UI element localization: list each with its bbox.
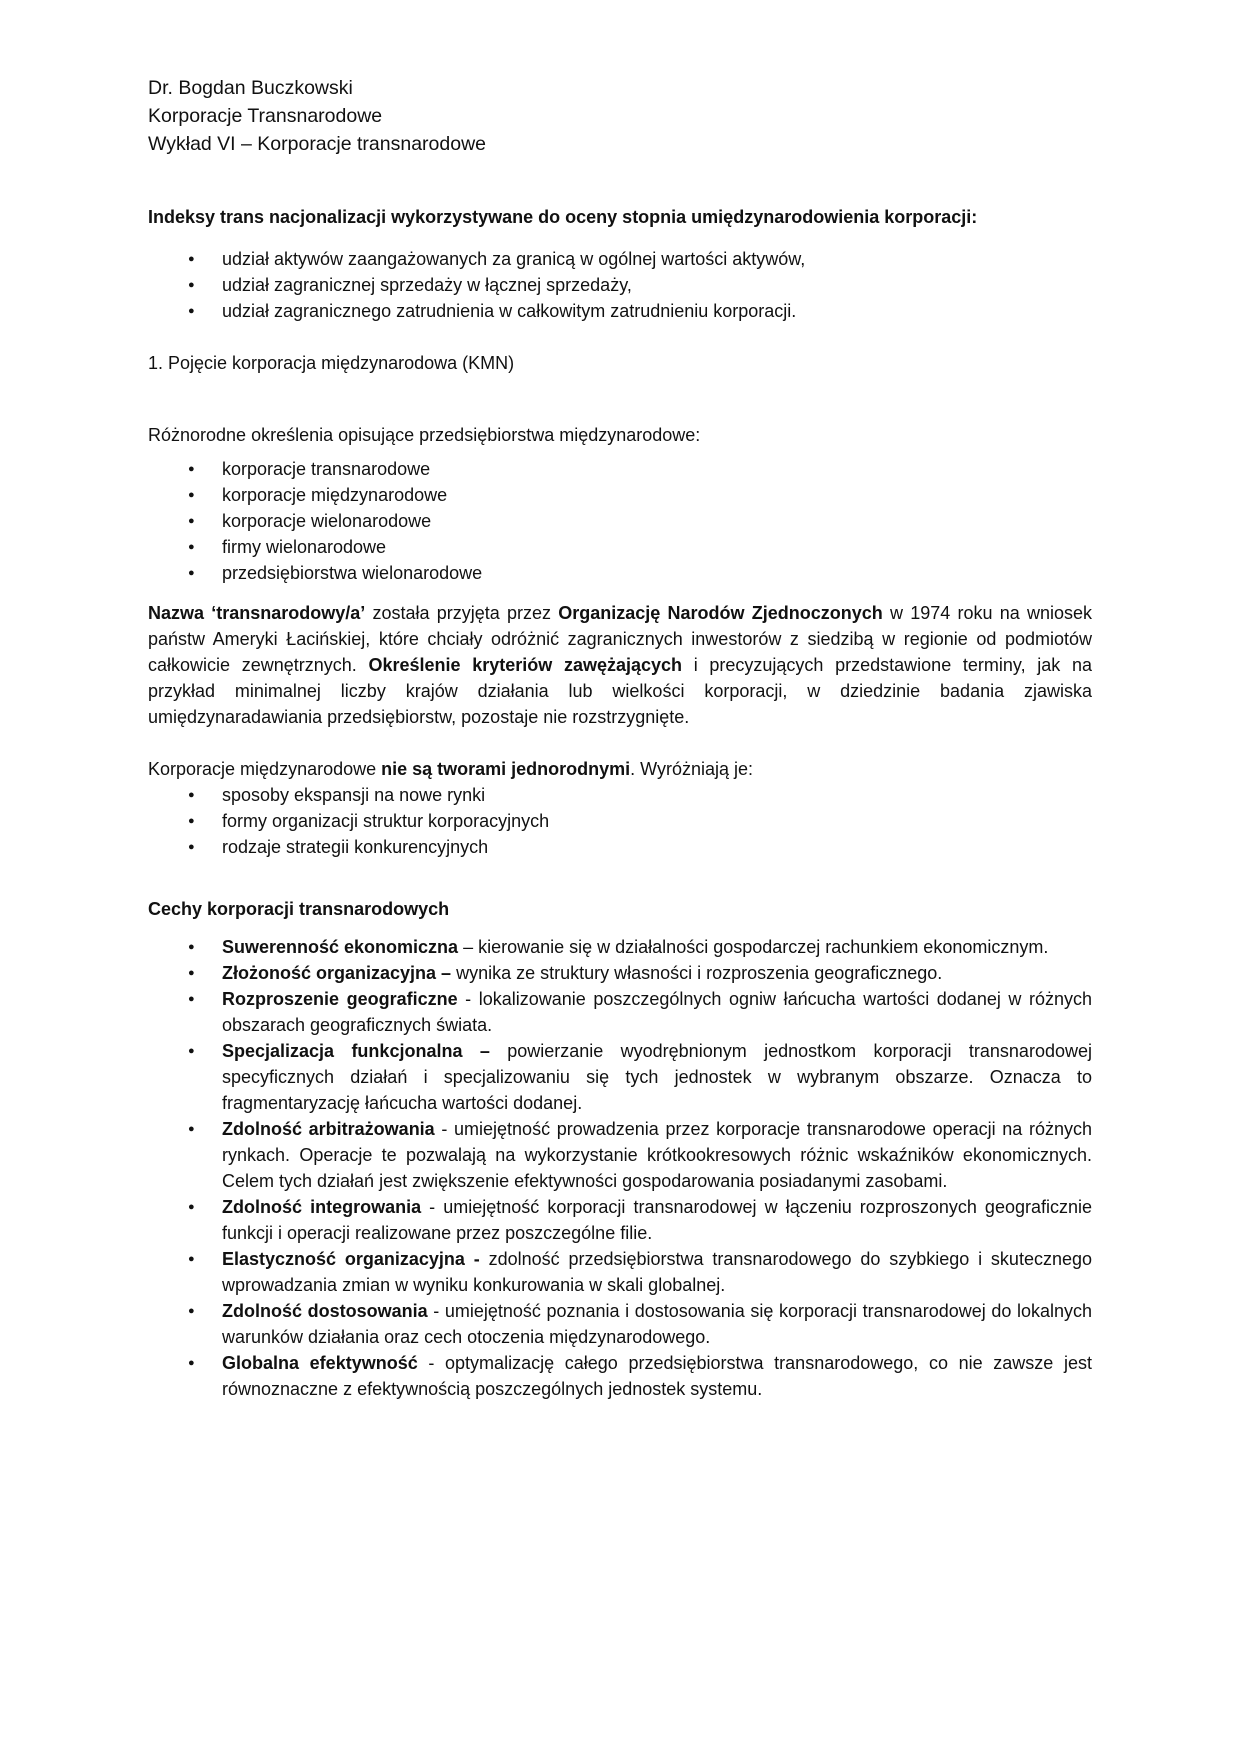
list-item (148, 1246, 1092, 1298)
heterogeneity-paragraph (148, 756, 1092, 782)
list-item: ● formy organizacji struktur korporacyjnych (148, 808, 1092, 834)
list-item: ● korporacje wielonarodowe (148, 508, 1092, 534)
indices-heading: Indeksy trans nacjonalizacji wykorzystywane do oceny stopnia umiędzynarodowienia korporacji: (148, 207, 978, 227)
feature-desc: - umiejętność prowadzenia przez korporacje transnarodowe operacji na różnych rynkach. Operacje te pozwalają na wykorzystanie krótkookresowych różnic wskaźników ekonomicznych. Celem tych działań jest zwiększenie efektywności gospodarowania posiadanymi zasobami. (222, 1119, 1092, 1191)
author-line: Dr. Bogdan Buczkowski (148, 77, 353, 99)
naming-bold-1: Nazwa (148, 603, 205, 623)
lecture-line: Wykład VI – Korporacje transnarodowe (148, 133, 486, 155)
feature-term: Elastyczność organizacyjna - (222, 1249, 480, 1269)
list-item: ● udział aktywów zaangażowanych za granicą w ogólnej wartości aktywów, (148, 246, 1092, 272)
list-item: ● rodzaje strategii konkurencyjnych (148, 834, 1092, 860)
naming-bold-criteria: Określenie kryteriów zawężających (368, 655, 683, 675)
heterogeneity-list (148, 782, 1092, 860)
features-heading: Cechy korporacji transnarodowych (148, 899, 450, 919)
list-item: ● firmy wielonarodowe (148, 534, 1092, 560)
heterogeneity-bold: nie są tworami jednorodnymi (381, 759, 631, 779)
feature-term: Zdolność arbitrażowania (222, 1119, 435, 1139)
heterogeneity-text-1: Korporacje międzynarodowe (148, 759, 382, 779)
feature-term: Specjalizacja funkcjonalna – (222, 1041, 490, 1061)
terms-list (148, 456, 1092, 586)
feature-desc: wynika ze struktury własności i rozproszenia geograficznego. (451, 963, 943, 983)
list-item (148, 1194, 1092, 1246)
list-item: ● przedsiębiorstwa wielonarodowe (148, 560, 1092, 586)
indices-list (148, 246, 1092, 324)
terms-intro: Różnorodne określenia opisujące przedsiębiorstwa międzynarodowe: (148, 425, 701, 445)
naming-paragraph (148, 600, 1092, 730)
naming-text-2: w 1974 roku na wniosek państw Ameryki Łacińskiej, które chciały odróżnić zagranicznych inwestorów z siedzibą w regionie od podmiotów całkowicie zewnętrznych. (148, 603, 1092, 675)
list-item (148, 1038, 1092, 1116)
feature-desc: - umiejętność korporacji transnarodowej w łączeniu rozproszonych geograficznie funkcji i operacji realizowane przez poszczególne filie. (222, 1197, 1093, 1243)
list-item: ● korporacje międzynarodowe (148, 482, 1092, 508)
list-item: ● udział zagranicznej sprzedaży w łącznej sprzedaży, (148, 272, 1092, 298)
document-header (148, 74, 1092, 158)
feature-term: Suwerenność ekonomiczna (222, 937, 459, 957)
feature-desc: powierzanie wyodrębnionym jednostkom korporacji transnarodowej specyficznych działań i specjalizowaniu się tych jednostek w wybranym obszarze. Oznacza to fragmentaryzację łańcucha wartości dodanej. (222, 1041, 1092, 1113)
document-content (148, 74, 1092, 1402)
list-item (148, 934, 1092, 960)
feature-desc: - lokalizowanie poszczególnych ogniw łańcucha wartości dodanej w różnych obszarach geograficznych świata. (222, 989, 1092, 1035)
feature-term: Złożoność organizacyjna – (222, 963, 452, 983)
list-item (148, 1350, 1092, 1402)
naming-text-1: została przyjęta przez (365, 603, 559, 623)
list-item (148, 986, 1092, 1038)
heterogeneity-text-2: . Wyróżniają je: (630, 759, 754, 779)
feature-term: Globalna efektywność (222, 1353, 418, 1373)
list-item: ● sposoby ekspansji na nowe rynki (148, 782, 1092, 808)
list-item (148, 1116, 1092, 1194)
list-item: ● udział zagranicznego zatrudnienia w całkowitym zatrudnieniu korporacji. (148, 298, 1092, 324)
feature-term: Rozproszenie geograficzne (222, 989, 458, 1009)
feature-term: Zdolność integrowania (222, 1197, 422, 1217)
list-item (148, 1298, 1092, 1350)
naming-bold-term: ‘transnarodowy/a’ (211, 603, 366, 623)
course-line: Korporacje Transnarodowe (148, 105, 383, 127)
feature-desc: - umiejętność poznania i dostosowania się korporacji transnarodowej do lokalnych warunków działania oraz cech otoczenia międzynarodowego. (222, 1301, 1092, 1347)
features-list (148, 934, 1092, 1402)
list-item (148, 960, 1092, 986)
naming-bold-org: Organizację Narodów Zjednoczonych (558, 603, 883, 623)
feature-desc: zdolność przedsiębiorstwa transnarodowego do szybkiego i skutecznego wprowadzania zmian w wyniku konkurowania w skali globalnej. (222, 1249, 1092, 1295)
naming-text-3: i precyzujących przedstawione terminy, jak na przykład minimalnej liczby krajów działania lub wielkości korporacji, w dziedzinie badania zjawiska umiędzynaradawiania przedsiębiorstw, pozostaje nie rozstrzygnięte. (148, 655, 1092, 727)
list-item: ● korporacje transnarodowe (148, 456, 1092, 482)
feature-term: Zdolność dostosowania (222, 1301, 428, 1321)
feature-desc: - optymalizację całego przedsiębiorstwa transnarodowego, co nie zawsze jest równoznaczne z efektywnością poszczególnych jednostek systemu. (222, 1353, 1092, 1399)
section-1-title: 1. Pojęcie korporacja międzynarodowa (KMN) (148, 353, 515, 373)
feature-desc: – kierowanie się w działalności gospodarczej rachunkiem ekonomicznym. (458, 937, 1049, 957)
